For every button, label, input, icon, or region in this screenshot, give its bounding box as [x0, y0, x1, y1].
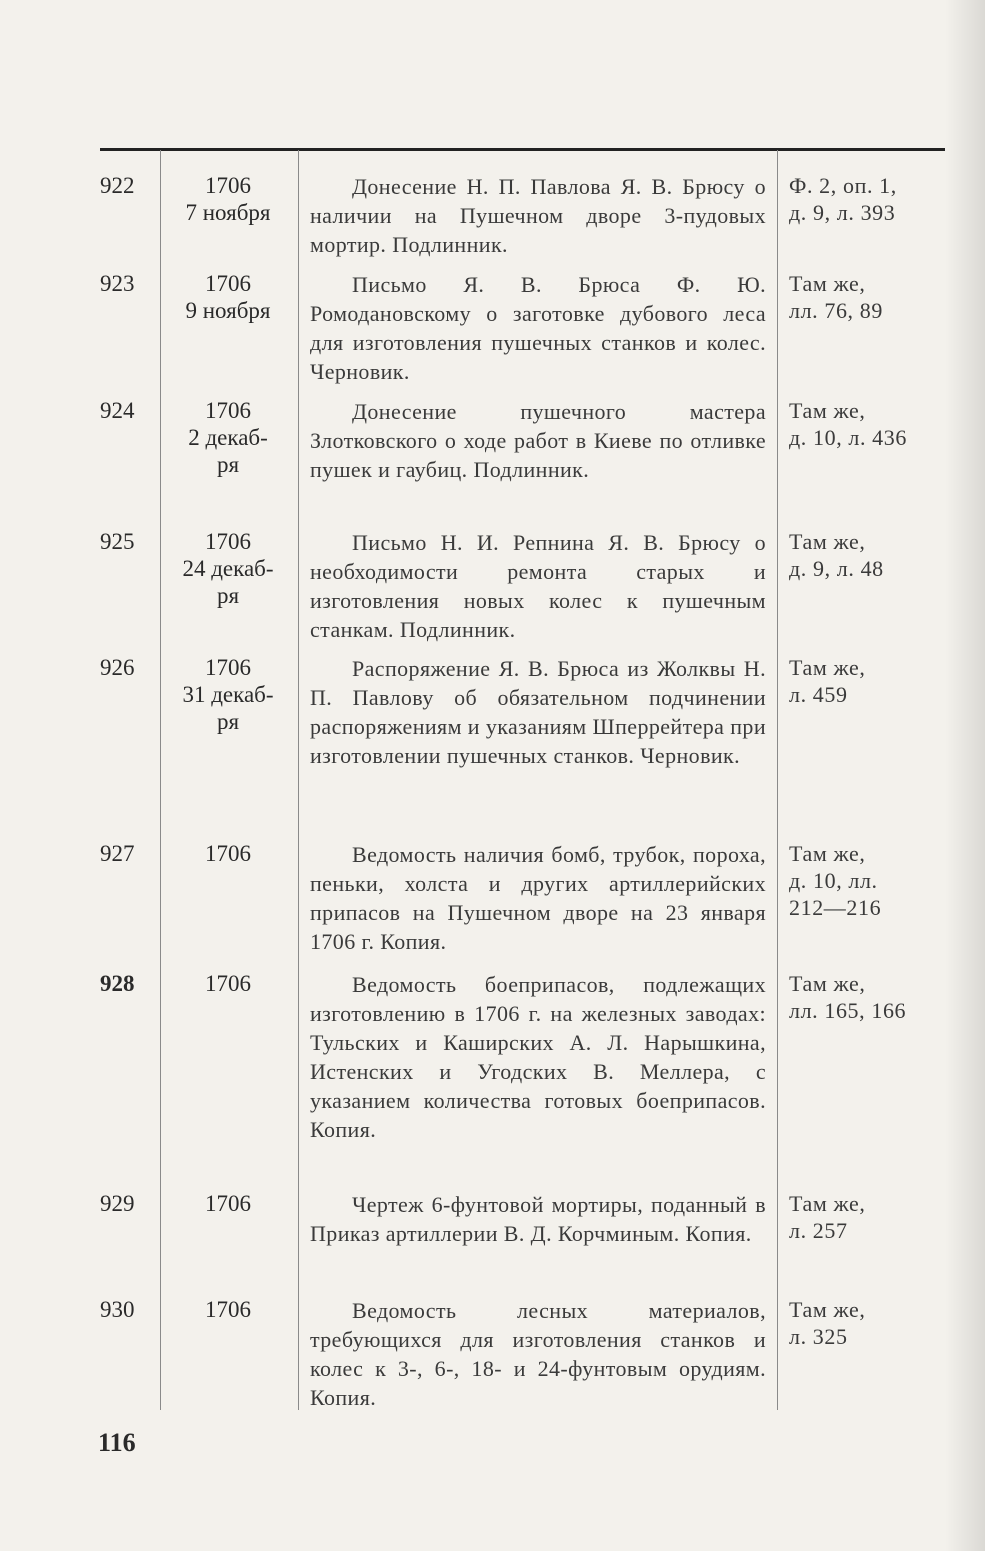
- column-divider: [298, 150, 299, 1410]
- entry-number: 925: [100, 529, 135, 554]
- ref-line: лл. 165, 166: [789, 998, 907, 1023]
- entry-archive-reference: [789, 528, 939, 582]
- date-day: ря: [216, 709, 240, 734]
- entry-date: [164, 172, 292, 226]
- date-day: 7 ноября: [185, 200, 271, 225]
- ref-line: д. 9, л. 48: [789, 556, 884, 581]
- date-year: 1706: [205, 1191, 251, 1216]
- date-day: 9 ноября: [185, 298, 271, 323]
- date-year: 1706: [205, 398, 251, 423]
- entry-archive-reference: [789, 270, 939, 324]
- date-year: 1706: [205, 271, 251, 296]
- date-year: 1706: [205, 173, 251, 198]
- date-day: 2 декаб-: [188, 425, 268, 450]
- ref-line: д. 9, л. 393: [789, 200, 896, 225]
- ref-line: л. 325: [789, 1324, 848, 1349]
- date-year: 1706: [205, 1297, 251, 1322]
- entry-description: Письмо Я. В. Брюса Ф. Ю. Ромодановскому о заготовке дубового леса для изготовления пушечных станков и колес. Черновик.: [310, 272, 766, 384]
- entry-archive-reference: [789, 397, 939, 451]
- entry-date: [164, 840, 292, 867]
- entry-number: 924: [100, 398, 135, 423]
- ref-line: 212—216: [789, 895, 882, 920]
- ref-line: Там же,: [789, 271, 866, 296]
- entry-archive-reference: [789, 1190, 939, 1244]
- page-number: 116: [98, 1428, 136, 1457]
- ref-line: д. 10, лл.: [789, 868, 878, 893]
- ref-line: л. 257: [789, 1218, 848, 1243]
- ref-line: Ф. 2, оп. 1,: [789, 173, 897, 198]
- date-year: 1706: [205, 971, 251, 996]
- page-edge-shadow: [945, 0, 985, 1551]
- entry-date: [164, 970, 292, 997]
- entry-number: 930: [100, 1297, 135, 1322]
- ref-line: Там же,: [789, 841, 866, 866]
- entry-number: 929: [100, 1191, 135, 1216]
- ref-line: Там же,: [789, 1297, 866, 1322]
- ref-line: д. 10, л. 436: [789, 425, 907, 450]
- entry-archive-reference: [789, 172, 939, 226]
- entry-date: [164, 528, 292, 609]
- date-day: ря: [216, 583, 240, 608]
- entry-number: 928: [100, 971, 135, 996]
- entry-description: Письмо Н. И. Репнина Я. В. Брюсу о необходимости ремонта старых и изготовления новых колес к пушечным станкам. Подлинник.: [310, 530, 766, 642]
- entry-date: [164, 1190, 292, 1217]
- date-day: 31 декаб-: [182, 682, 274, 707]
- entry-number: 926: [100, 655, 135, 680]
- ref-line: лл. 76, 89: [789, 298, 883, 323]
- date-year: 1706: [205, 529, 251, 554]
- entry-description: Распоряжение Я. В. Брюса из Жолквы Н. П. Павлову об обязательном подчинении распоряжениям и указаниям Шперрейтера при изготовлении пушечных станков. Черновик.: [310, 656, 766, 768]
- ref-line: Там же,: [789, 398, 866, 423]
- entry-description: Ведомость лесных материалов, требующихся для изготовления станков и колес к 3-, 6-, 18- и 24-фунтовым орудиям. Копия.: [310, 1298, 766, 1410]
- date-day: ря: [216, 452, 240, 477]
- entry-archive-reference: [789, 840, 939, 921]
- date-year: 1706: [205, 841, 251, 866]
- entry-archive-reference: [789, 654, 939, 708]
- entry-number: 923: [100, 271, 135, 296]
- entry-number: 922: [100, 173, 135, 198]
- entry-archive-reference: [789, 970, 939, 1024]
- entry-number: 927: [100, 841, 135, 866]
- entry-description: Чертеж 6-фунтовой мортиры, поданный в Приказ артиллерии В. Д. Корчминым. Копия.: [310, 1192, 766, 1246]
- ref-line: л. 459: [789, 682, 848, 707]
- ref-line: Там же,: [789, 1191, 866, 1216]
- entry-date: [164, 270, 292, 324]
- ref-line: Там же,: [789, 529, 866, 554]
- table-top-rule: [100, 148, 945, 151]
- entry-date: [164, 397, 292, 478]
- entry-description: Ведомость наличия бомб, трубок, пороха, пеньки, холста и других артиллерийских припасов на Пушечном дворе на 23 января 1706 г. Копия.: [310, 842, 766, 954]
- date-year: 1706: [205, 655, 251, 680]
- entry-date: [164, 654, 292, 735]
- ref-line: Там же,: [789, 971, 866, 996]
- entry-description: Донесение пушечного мастера Злотковского о ходе работ в Киеве по отливке пушек и гаубиц. Подлинник.: [310, 399, 766, 482]
- column-divider: [160, 150, 161, 1410]
- column-divider: [777, 150, 778, 1410]
- entry-description: Ведомость боеприпасов, подлежащих изготовлению в 1706 г. на железных заводах: Тульских и Каширских А. Л. Нарышкина, Истенских и Угодских В. Меллера, с указанием количества готовых боеприпасов. Копия.: [310, 972, 766, 1142]
- entry-archive-reference: [789, 1296, 939, 1350]
- entry-description: Донесение Н. П. Павлова Я. В. Брюсу о наличии на Пушечном дворе 3-пудовых мортир. Подлинник.: [310, 174, 766, 257]
- entry-date: [164, 1296, 292, 1323]
- ref-line: Там же,: [789, 655, 866, 680]
- date-day: 24 декаб-: [182, 556, 274, 581]
